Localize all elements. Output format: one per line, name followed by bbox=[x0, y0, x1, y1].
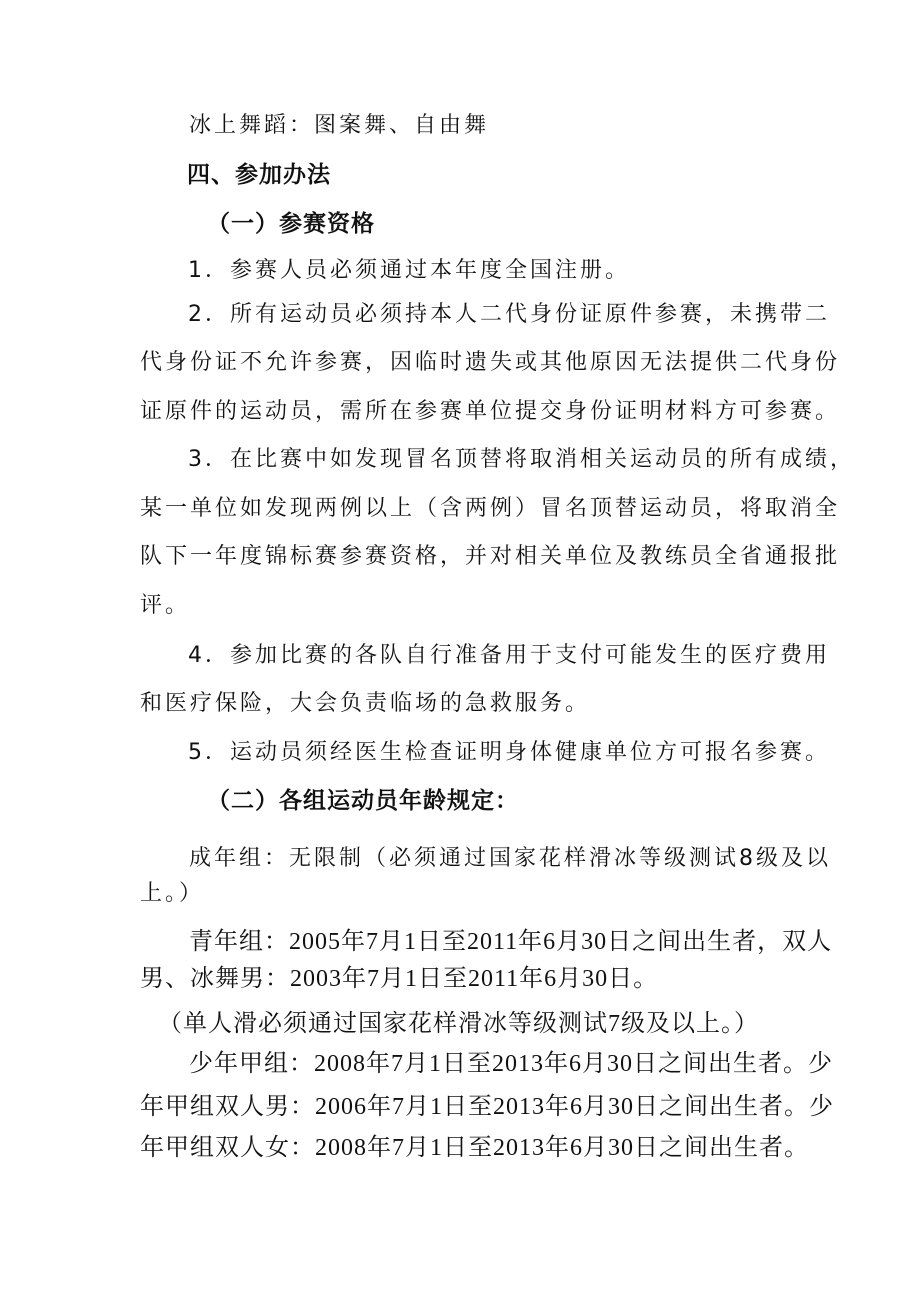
subsection-heading: （二）各组运动员年龄规定： bbox=[207, 788, 519, 814]
paragraph-line: 青年组：2005年7月1日至2011年6月30日之间出生者，双人 bbox=[189, 929, 833, 955]
paragraph-line: 年甲组双人男：2006年7月1日至2013年6月30日之间出生者。少 bbox=[140, 1094, 834, 1120]
paragraph-line: 成年组：无限制（必须通过国家花样滑冰等级测试8级及以 bbox=[189, 846, 831, 871]
paragraph-line: 年甲组双人女：2008年7月1日至2013年6月30日之间出生者。 bbox=[140, 1135, 809, 1161]
paragraph-line: 评。 bbox=[140, 593, 191, 618]
paragraph-line: 1．参赛人员必须通过本年度全国注册。 bbox=[188, 258, 630, 283]
paragraph-line: 和医疗保险，大会负责临场的急救服务。 bbox=[140, 691, 591, 716]
paragraph-line: 2．所有运动员必须持本人二代身份证原件参赛，未携带二 bbox=[188, 302, 830, 327]
paragraph-line: 男、冰舞男：2003年7月1日至2011年6月30日。 bbox=[140, 966, 659, 992]
paragraph-line: 4．参加比赛的各队自行准备用于支付可能发生的医疗费用 bbox=[188, 643, 830, 668]
paragraph-line: 上。） bbox=[140, 881, 205, 906]
paragraph-line: 队下一年度锦标赛参赛资格，并对相关单位及教练员全省通报批 bbox=[140, 544, 841, 569]
paragraph-line: （单人滑必须通过国家花样滑冰等级测试7级及以上。） bbox=[158, 1011, 759, 1037]
subsection-heading: （一）参赛资格 bbox=[207, 211, 375, 237]
section-heading: 四、参加办法 bbox=[187, 162, 331, 188]
paragraph-line: 3．在比赛中如发现冒名顶替将取消相关运动员的所有成绩， bbox=[188, 447, 855, 472]
paragraph-line: 某一单位如发现两例以上（含两例）冒名顶替运动员，将取消全 bbox=[140, 496, 841, 521]
paragraph-line: 少年甲组：2008年7月1日至2013年6月30日之间出生者。少 bbox=[189, 1051, 833, 1077]
paragraph-line: 代身份证不允许参赛，因临时遗失或其他原因无法提供二代身份 bbox=[140, 350, 841, 375]
paragraph-line: 冰上舞蹈：图案舞、自由舞 bbox=[189, 113, 490, 138]
paragraph-line: 5．运动员须经医生检查证明身体健康单位方可报名参赛。 bbox=[188, 740, 830, 765]
paragraph-line: 证原件的运动员，需所在参赛单位提交身份证明材料方可参赛。 bbox=[140, 399, 841, 424]
